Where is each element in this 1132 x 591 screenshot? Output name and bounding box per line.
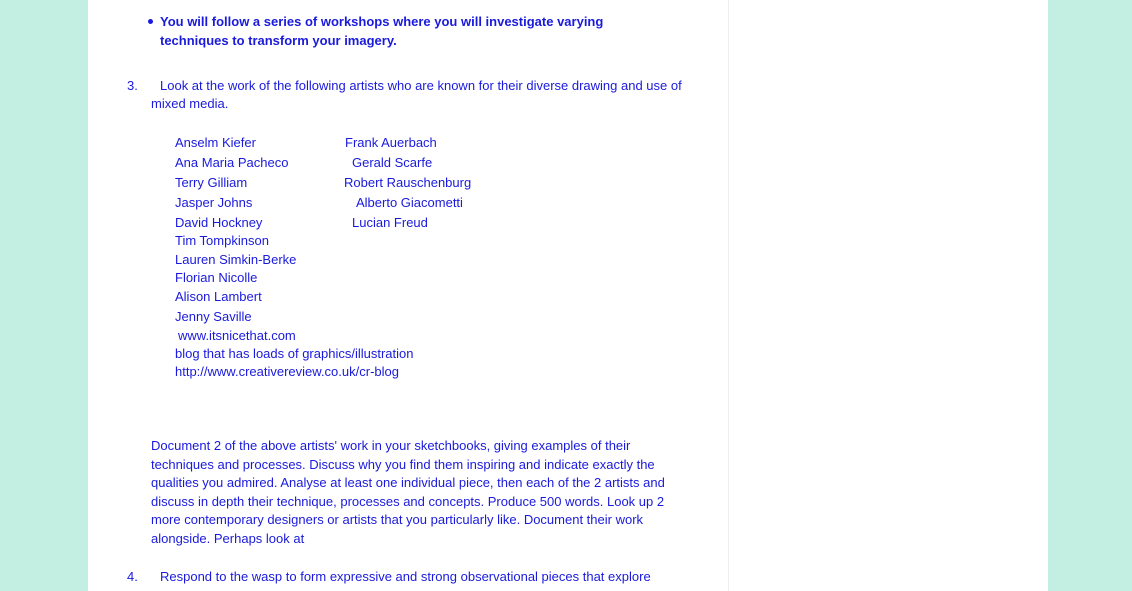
paragraph-line: alongside. Perhaps look at bbox=[151, 531, 305, 546]
bullet-line-1: You will follow a series of workshops where you will investigate varying bbox=[160, 14, 604, 29]
link-description: blog that has loads of graphics/illustration bbox=[175, 346, 414, 361]
paragraph-line: more contemporary designers or artists that you particularly like. Document their work bbox=[151, 512, 644, 527]
page-divider bbox=[728, 0, 729, 591]
website-link[interactable]: http://www.creativereview.co.uk/cr-blog bbox=[175, 364, 399, 379]
artist-left: Anselm Kiefer bbox=[175, 135, 256, 150]
artist-left: Terry Gilliam bbox=[175, 175, 248, 190]
item-4-number: 4. bbox=[127, 569, 138, 584]
item-3-number: 3. bbox=[127, 78, 138, 93]
artist-right: Gerald Scarfe bbox=[352, 155, 433, 170]
item-3-line-2: mixed media. bbox=[151, 96, 229, 111]
artist-left: Jasper Johns bbox=[175, 195, 253, 210]
artist-left: Florian Nicolle bbox=[175, 270, 258, 285]
paragraph-line: qualities you admired. Analyse at least one individual piece, then each of the 2 artists and bbox=[151, 475, 665, 490]
item-3-line-1: Look at the work of the following artists who are known for their diverse drawing and use of bbox=[160, 78, 682, 93]
artist-right: Lucian Freud bbox=[352, 215, 428, 230]
artist-left: Tim Tompkinson bbox=[175, 233, 269, 248]
website-link[interactable]: www.itsnicethat.com bbox=[178, 328, 296, 343]
paragraph-line: techniques and processes. Discuss why you find them inspiring and indicate exactly the bbox=[151, 457, 655, 472]
artist-left: Ana Maria Pacheco bbox=[175, 155, 289, 170]
artist-right: Frank Auerbach bbox=[345, 135, 437, 150]
paragraph-line: Document 2 of the above artists' work in your sketchbooks, giving examples of their bbox=[151, 438, 631, 453]
artist-left: David Hockney bbox=[175, 215, 263, 230]
artist-right: Robert Rauschenburg bbox=[344, 175, 472, 190]
artist-left: Jenny Saville bbox=[175, 309, 252, 324]
artist-left: Alison Lambert bbox=[175, 289, 262, 304]
artist-right: Alberto Giacometti bbox=[356, 195, 463, 210]
bullet-dot bbox=[148, 19, 153, 24]
bullet-line-2: techniques to transform your imagery. bbox=[160, 33, 397, 48]
item-4-line-1: Respond to the wasp to form expressive and strong observational pieces that explore bbox=[160, 569, 651, 584]
artist-left: Lauren Simkin-Berke bbox=[175, 252, 297, 267]
paragraph-line: discuss in depth their technique, processes and concepts. Produce 500 words. Look up 2 bbox=[151, 494, 665, 509]
